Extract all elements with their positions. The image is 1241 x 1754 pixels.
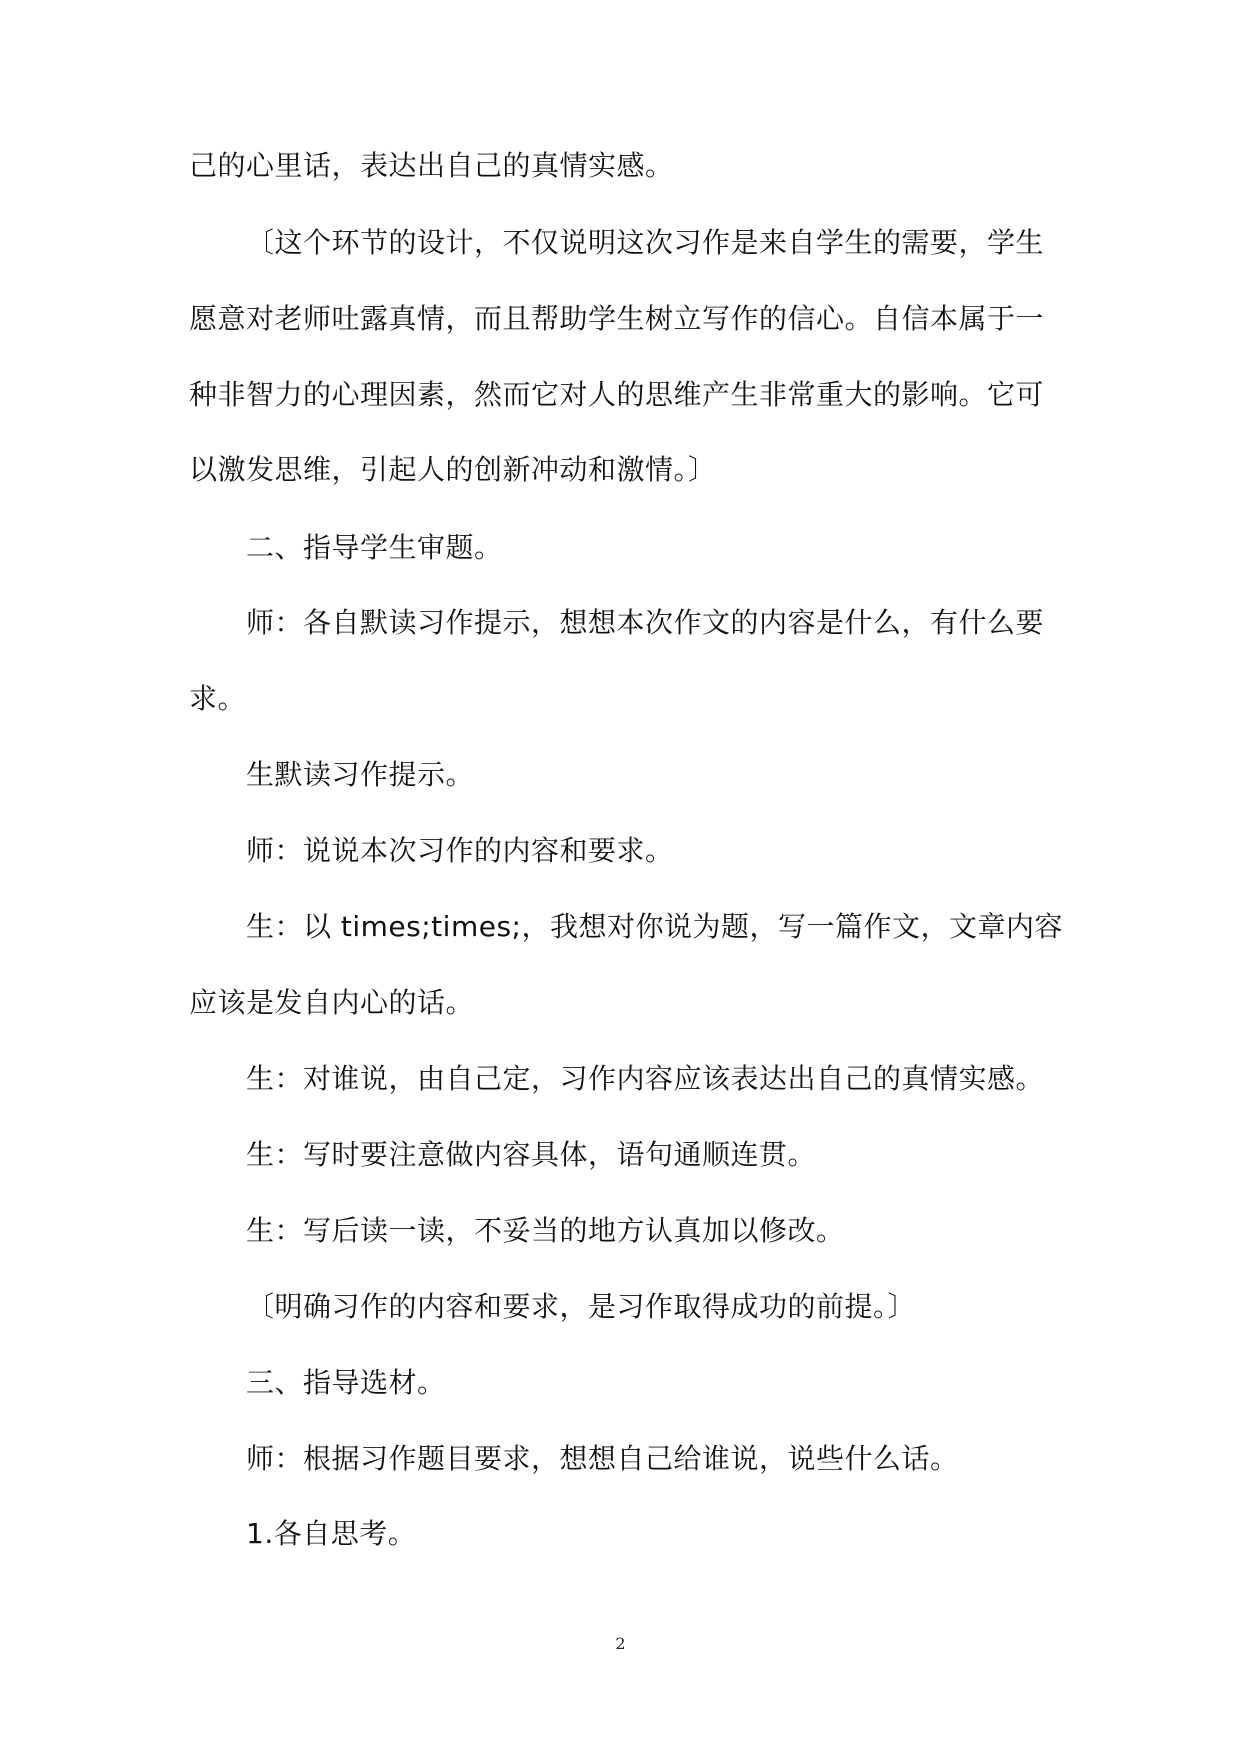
text-line: 应该是发自内心的话。 <box>189 986 475 1019</box>
text-line: 师：根据习作题目要求，想想自己给谁说，说些什么话。 <box>246 1442 959 1475</box>
text-line: 生：写时要注意做内容具体，语句通顺连贯。 <box>246 1138 817 1171</box>
page-number: 2 <box>615 1634 626 1653</box>
text-line: 1.各自思考。 <box>246 1517 417 1550</box>
text-line: 生：对谁说，由自己定，习作内容应该表达出自己的真情实感。 <box>246 1062 1045 1095</box>
text-line: 生：写后读一读，不妥当的地方认真加以修改。 <box>246 1214 845 1247</box>
text-line: 以激发思维，引起人的创新冲动和激情。〕 <box>189 453 717 486</box>
text-line: 己的心里话，表达出自己的真情实感。 <box>189 149 674 182</box>
section-heading: 二、指导学生审题。 <box>246 531 503 564</box>
text-line: 生默读习作提示。 <box>246 758 475 791</box>
text-line: 师：说说本次习作的内容和要求。 <box>246 834 674 867</box>
text-line: 求。 <box>189 682 247 715</box>
text-line: 师：各自默读习作提示，想想本次作文的内容是什么，有什么要 <box>246 606 1045 639</box>
text-line: 〔这个环节的设计，不仅说明这次习作是来自学生的需要，学生 <box>246 226 1045 259</box>
text-line: 生：以 times;times;，我想对你说为题，写一篇作文，文章内容 <box>246 910 1063 943</box>
section-heading: 三、指导选材。 <box>246 1366 446 1399</box>
text-line: 愿意对老师吐露真情，而且帮助学生树立写作的信心。自信本属于一 <box>189 302 1045 335</box>
text-line: 〔明确习作的内容和要求，是习作取得成功的前提。〕 <box>246 1290 917 1323</box>
text-line: 种非智力的心理因素，然而它对人的思维产生非常重大的影响。它可 <box>189 378 1045 411</box>
